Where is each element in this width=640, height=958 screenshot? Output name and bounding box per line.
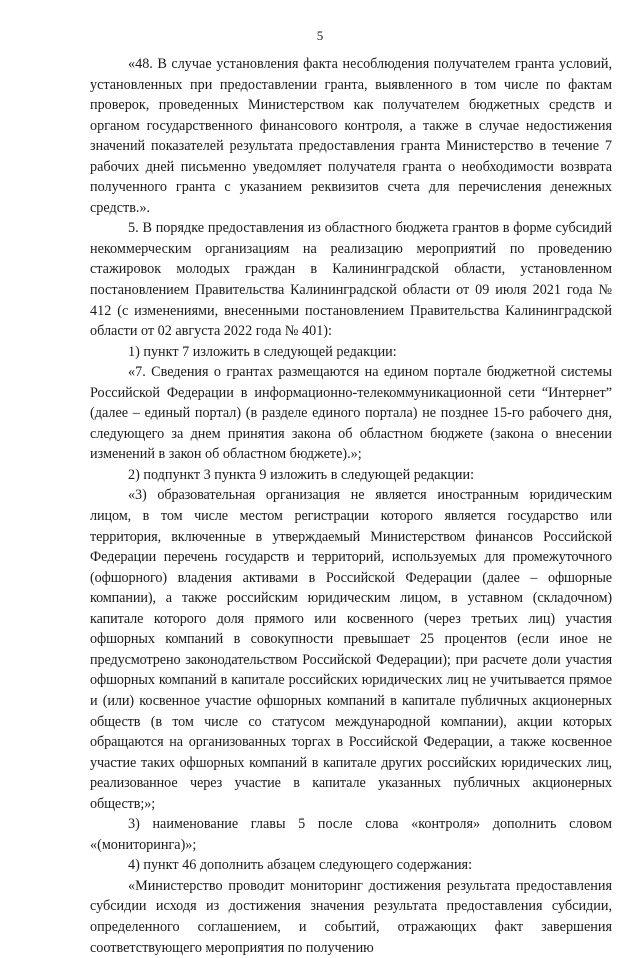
- page-number: 5: [316, 28, 324, 43]
- paragraph-subitem-3: 3) наименование главы 5 после слова «контроля» дополнить словом «(мониторинга)»;: [90, 816, 612, 853]
- paragraph-subitem-4: 4) пункт 46 дополнить абзацем следующего содержания:: [128, 857, 473, 874]
- paragraph-monitoring-text: «Министерство проводит мониторинг достижения результата предоставления субсидии исходя из достижения значения результата предоставления субсидии, определенного соглашением, и событий, отражающих факт завершения соответствующего мероприятия по получению: [90, 877, 612, 956]
- paragraph-clause-7-text: «7. Сведения о грантах размещаются на едином портале бюджетной системы Российской Федерации в информационно-телекоммуникационной сети “Интернет” (далее – единый портал) (в разделе единого портала) не позднее 15-го рабочего дня, следующего за днем принятия закона об областном бюджете (закона о внесении изменений в закон об областном бюджете).»;: [90, 364, 612, 463]
- paragraph-subitem-1: 1) пункт 7 изложить в следующей редакции:: [128, 343, 397, 360]
- paragraph-item-5: 5. В порядке предоставления из областного бюджета грантов в форме субсидий некоммерческим организациям на реализацию мероприятий по проведению стажировок молодых граждан в Калининградской области, установленном постановлением Правительства Калининградской области от 09 июля 2021 года № 412 (с изменениями, внесенными постановлением Правительства Калининградской области от 02 августа 2022 года № 401):: [90, 220, 612, 340]
- document-body: [90, 54, 612, 958]
- paragraph-subitem-2: 2) подпункт 3 пункта 9 изложить в следующей редакции:: [128, 466, 475, 483]
- paragraph-48-amendment: «48. В случае установления факта несоблюдения получателем гранта условий, установленных при предоставлении гранта, выявленного в том числе по фактам проверок, проведенных Министерством как получателем бюджетных средств и органом государственного финансового контроля, а также в случае недостижения значений показателей результата предоставления гранта Министерство в течение 7 рабочих дней письменно уведомляет получателя гранта о необходимости возврата полученного гранта с указанием реквизитов счета для перечисления денежных средств.».: [90, 56, 612, 216]
- paragraph-clause-3-text: «3) образовательная организация не является иностранным юридическим лицом, в том числе местом регистрации которого является государство или территория, включенные в утверждаемый Министерством финансов Российской Федерации перечень государств и территорий, используемых для промежуточного (офшорного) владения активами в Российской Федерации (далее – офшорные компании), а также российским юридическим лицом, в уставном (складочном) капитале которого доля прямого или косвенного (через третьих лиц) участия офшорных компаний в совокупности превышает 25 процентов (если иное не предусмотрено законодательством Российской Федерации); при расчете доли участия офшорных компаний в капитале российских юридических лиц не учитывается прямое и (или) косвенное участие офшорных компаний в капитале публичных акционерных обществ (в том числе со статусом международной компании), акции которых обращаются на организованных торгах в Российской Федерации, а также косвенное участие таких офшорных компаний в капитале других российских юридических лиц, реализованное через участие в капитале указанных публичных акционерных обществ;»;: [90, 487, 612, 812]
